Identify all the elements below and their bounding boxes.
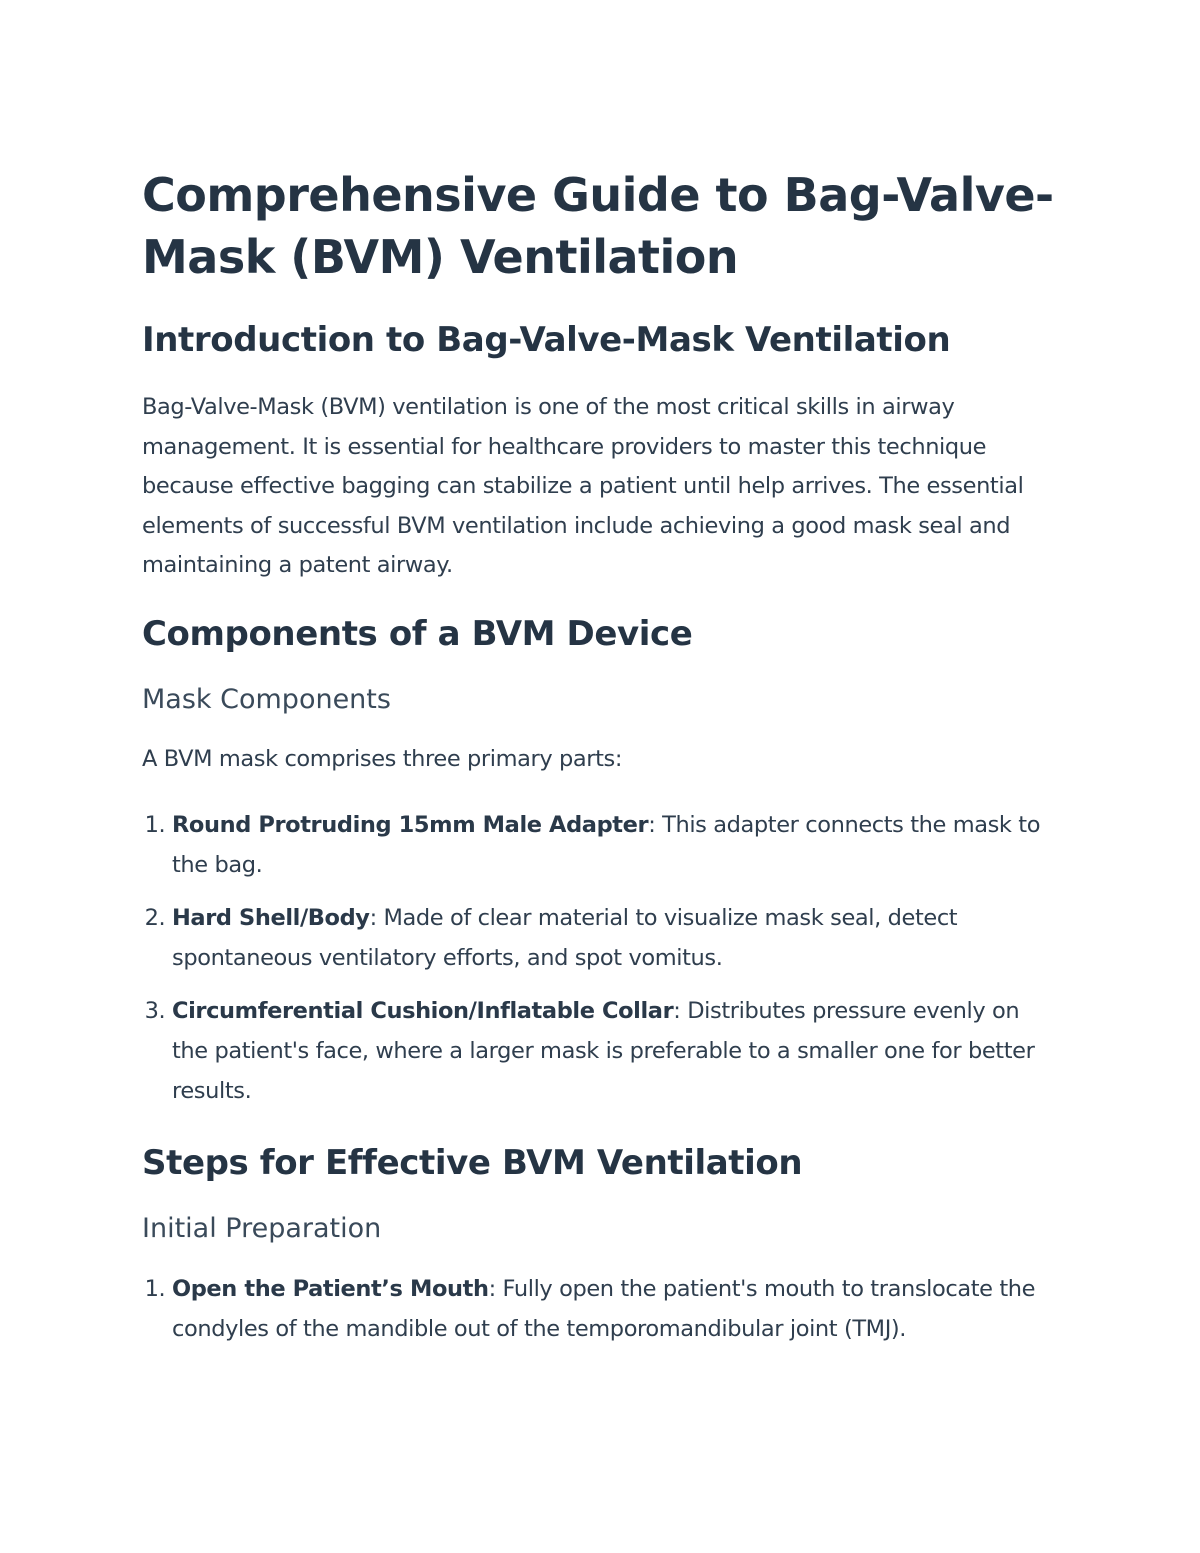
section-steps bbox=[142, 1141, 1060, 1349]
section-heading: Components of a BVM Device bbox=[142, 613, 693, 654]
list-item-text: : This adapter connects the mask to the bag. bbox=[172, 812, 1041, 878]
list-item-text: : Made of clear material to visualize mask seal, detect spontaneous ventilatory efforts, and spot vomitus. bbox=[172, 905, 958, 971]
mask-components-list bbox=[142, 805, 1060, 1111]
section-paragraph: Bag-Valve-Mask (BVM) ventilation is one of the most critical skills in airway management. It is essential for healthcare providers to master this technique because effective bagging can stabilize a patient until help arrives. The essential elements of successful BVM ventilation include achieving a good mask seal and maintaining a patent airway. bbox=[142, 394, 1024, 578]
initial-preparation-list bbox=[142, 1269, 1060, 1349]
list-item bbox=[172, 1269, 1060, 1349]
list-item-text: : Fully open the patient's mouth to translocate the condyles of the mandible out of the temporomandibular joint (TMJ). bbox=[172, 1276, 1036, 1342]
section-subheading: Mask Components bbox=[142, 683, 391, 715]
list-item-text: : Distributes pressure evenly on the patient's face, where a larger mask is preferable to a smaller one for better results. bbox=[172, 998, 1035, 1104]
list-item bbox=[172, 898, 1060, 978]
section-heading: Introduction to Bag-Valve-Mask Ventilation bbox=[142, 320, 951, 360]
section-components bbox=[142, 612, 1060, 1112]
list-item-term: Circumferential Cushion/Inflatable Collar bbox=[172, 998, 674, 1024]
section-paragraph: A BVM mask comprises three primary parts: bbox=[142, 745, 623, 772]
section-subheading: Initial Preparation bbox=[142, 1213, 382, 1244]
section-heading: Steps for Effective BVM Ventilation bbox=[142, 1143, 803, 1183]
list-item bbox=[172, 991, 1060, 1111]
list-item-term: Hard Shell/Body bbox=[172, 905, 370, 931]
list-item bbox=[172, 805, 1060, 885]
section-introduction bbox=[142, 318, 1060, 586]
list-item-term: Open the Patient’s Mouth bbox=[172, 1276, 489, 1302]
list-item-term: Round Protruding 15mm Male Adapter bbox=[172, 812, 649, 838]
document-title: Comprehensive Guide to Bag-Valve-Mask (BVM) Ventilation bbox=[142, 168, 1054, 284]
